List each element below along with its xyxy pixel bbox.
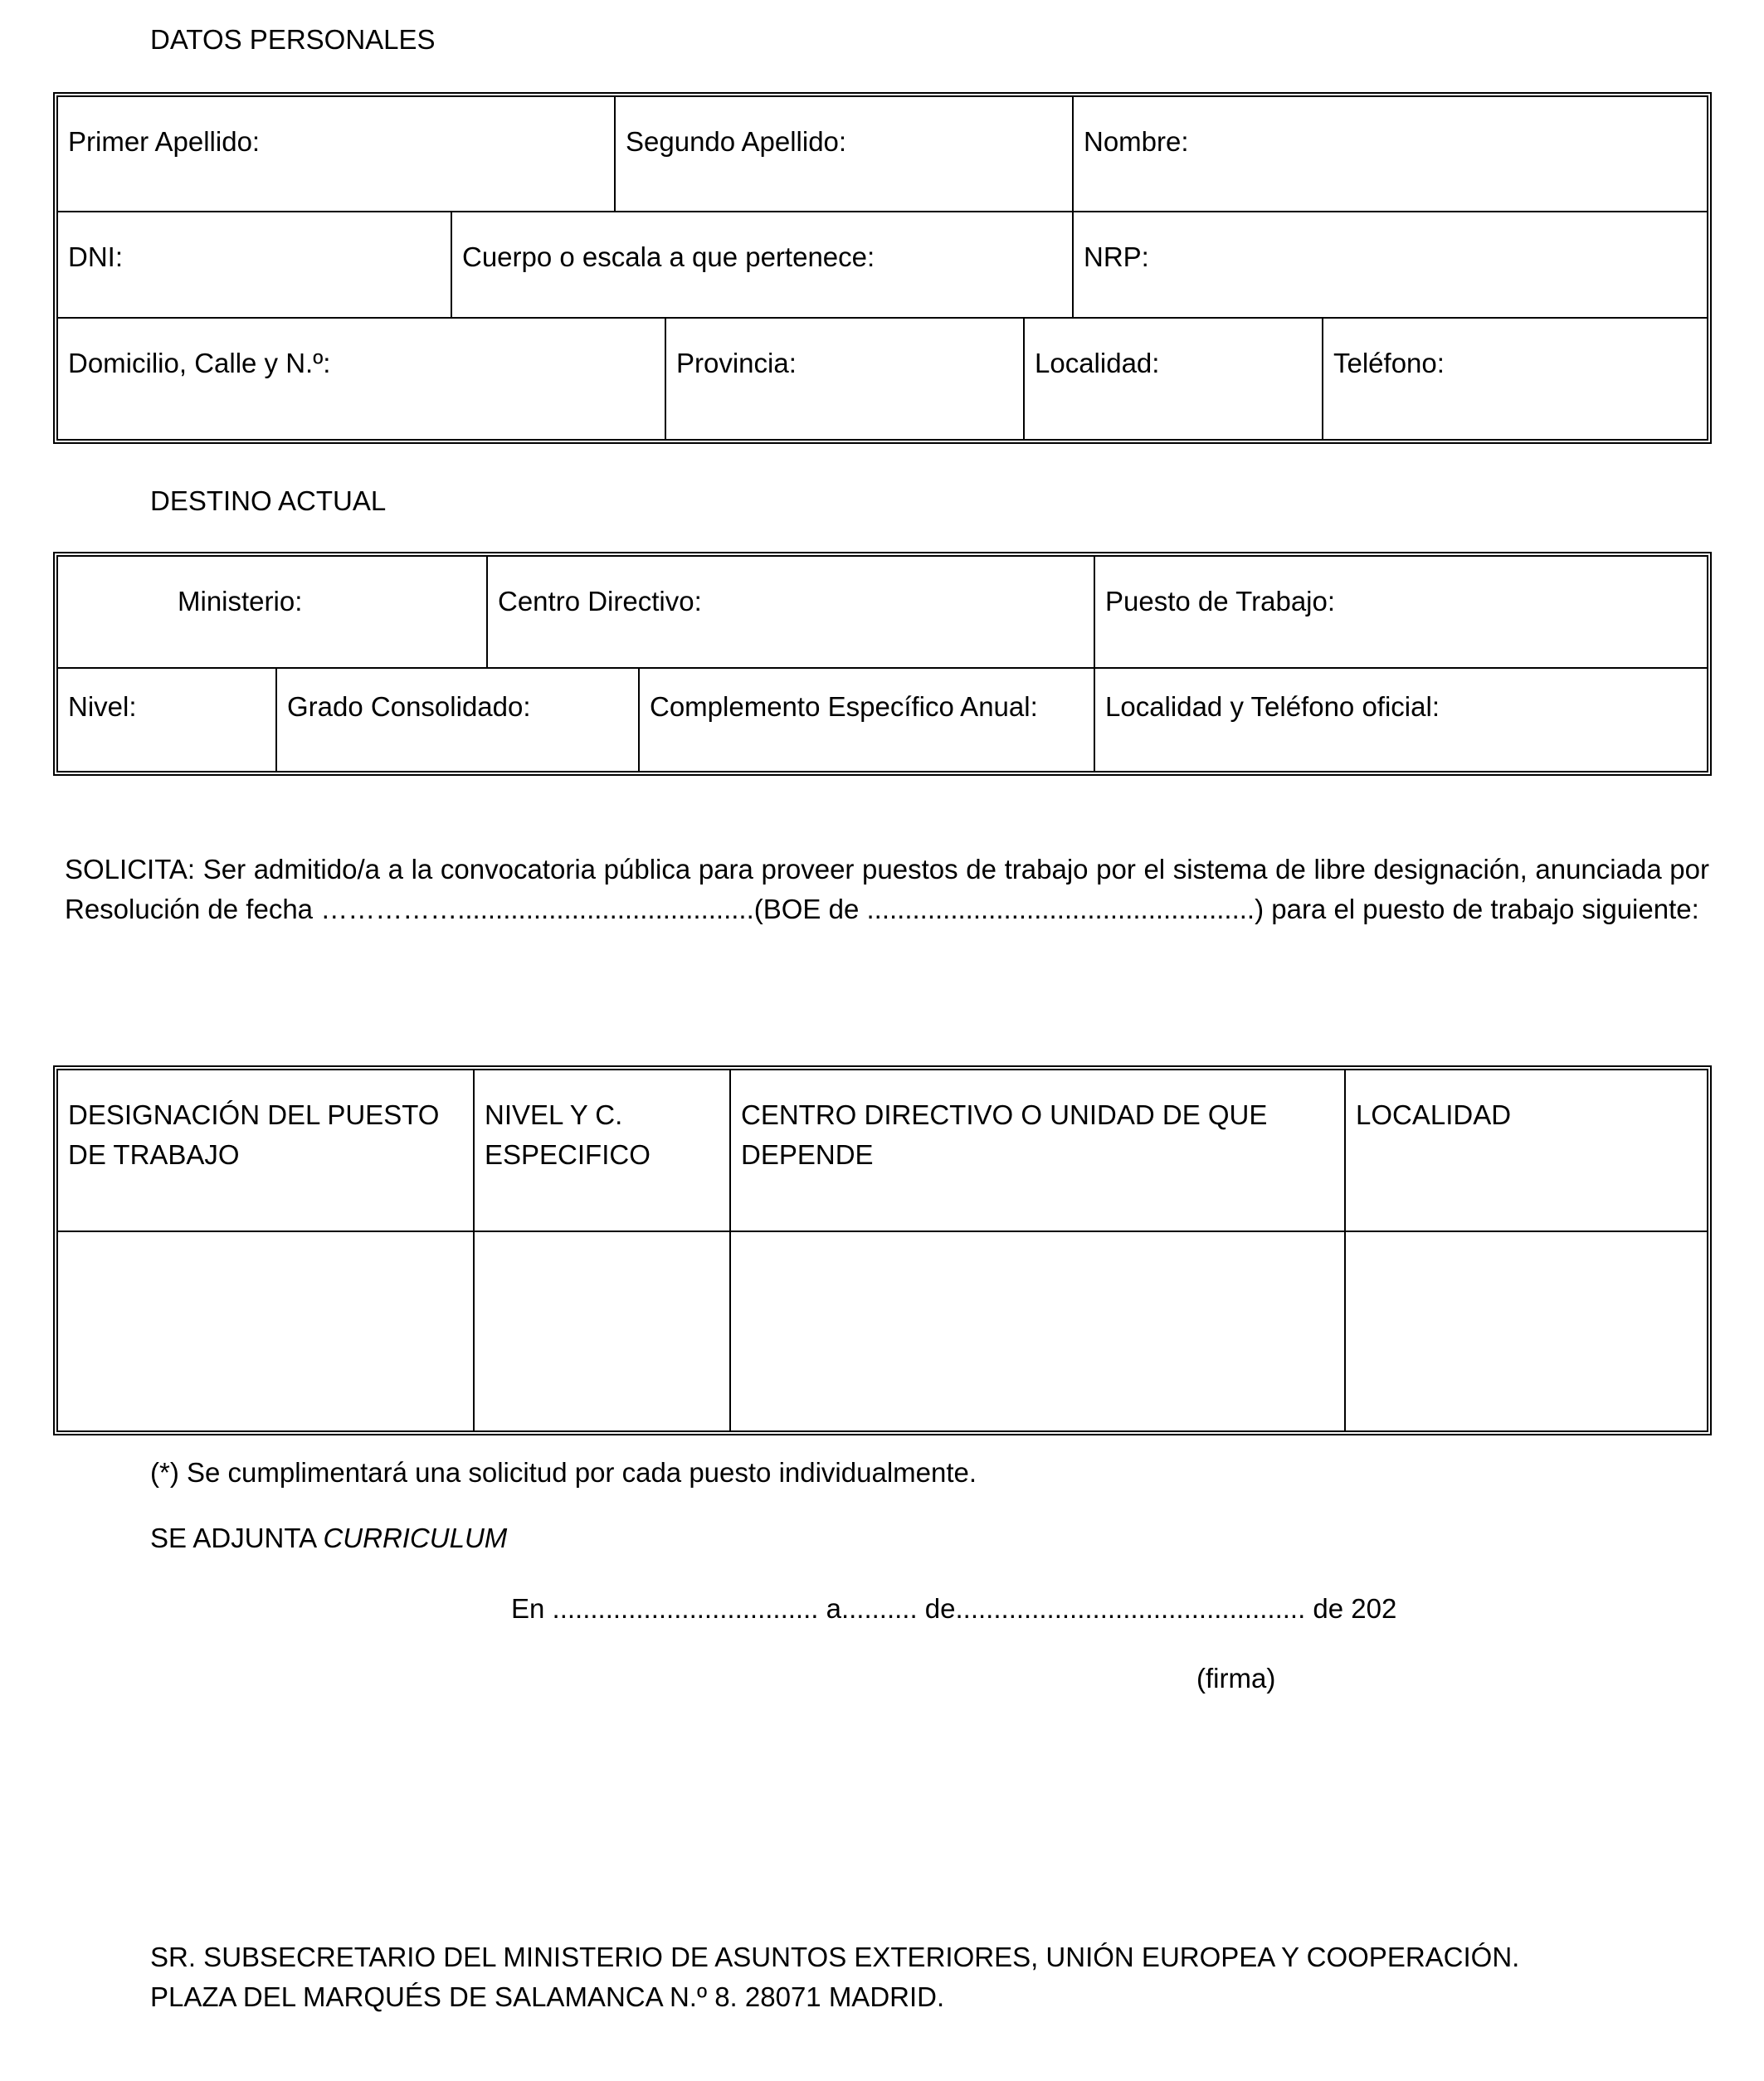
field-dni[interactable] [58, 212, 452, 319]
header-localidad [1346, 1070, 1707, 1232]
label: Provincia: [676, 348, 797, 378]
cell-centro-directivo[interactable] [731, 1232, 1346, 1430]
adjunta-prefix: SE ADJUNTA [150, 1523, 324, 1553]
field-provincia[interactable] [666, 319, 1025, 439]
note-text: (*) Se cumplimentará una solicitud por cada puesto individualmente. [150, 1457, 977, 1488]
field-telefono[interactable] [1323, 319, 1707, 439]
label: Cuerpo o escala a que pertenece: [462, 241, 875, 272]
field-localidad[interactable] [1025, 319, 1323, 439]
address-line-1: SR. SUBSECRETARIO DEL MINISTERIO DE ASUNTOS EXTERIORES, UNIÓN EUROPEA Y COOPERACIÓN. [150, 1942, 1520, 1972]
adjunta-line [150, 1524, 507, 1552]
field-grado[interactable] [277, 669, 640, 771]
field-nivel[interactable] [58, 669, 277, 771]
label: Nombre: [1084, 126, 1189, 157]
label: Ministerio: [178, 586, 303, 617]
section-title-datos-personales: DATOS PERSONALES [150, 24, 436, 55]
label: Nivel: [68, 691, 137, 722]
field-localidad-telefono[interactable] [1095, 669, 1707, 771]
label: Complemento Específico Anual: [650, 691, 1038, 722]
section-title-destino-actual: DESTINO ACTUAL [150, 485, 387, 516]
label: Puesto de Trabajo: [1105, 586, 1336, 617]
cell-nivel[interactable] [475, 1232, 731, 1430]
header-label: LOCALIDAD [1356, 1099, 1512, 1130]
field-primer-apellido[interactable] [58, 97, 616, 212]
solicita-paragraph: SOLICITA: Ser admitido/a a la convocatoria pública para proveer puestos de trabajo por el sistema de libre designación, anunciada por Resolución de fecha …………….......................................(BOE de ...................................................) para el puesto de trabajo siguiente: [65, 854, 1709, 924]
date-line[interactable]: En ................................... a.......... de.............................................. de 202 [511, 1593, 1397, 1624]
header-label: DESIGNACIÓN DEL PUESTO DE TRABAJO [68, 1099, 440, 1170]
label: Teléfono: [1333, 348, 1445, 378]
destino-table [53, 552, 1712, 776]
cell-localidad[interactable] [1346, 1232, 1707, 1430]
label: Localidad: [1035, 348, 1160, 378]
firma-label: (firma) [1196, 1663, 1276, 1694]
field-nrp[interactable] [1074, 212, 1707, 319]
personal-data-table [53, 92, 1712, 444]
field-nombre[interactable] [1074, 97, 1707, 212]
label: DNI: [68, 241, 123, 272]
label: Localidad y Teléfono oficial: [1105, 691, 1440, 722]
field-ministerio[interactable] [58, 557, 488, 669]
header-nivel [475, 1070, 731, 1232]
label: Centro Directivo: [498, 586, 702, 617]
header-designacion [58, 1070, 475, 1232]
label: Segundo Apellido: [626, 126, 847, 157]
address-line-2: PLAZA DEL MARQUÉS DE SALAMANCA N.º 8. 28071 MADRID. [150, 1981, 945, 2012]
label: Primer Apellido: [68, 126, 261, 157]
label: NRP: [1084, 241, 1149, 272]
adjunta-curriculum: CURRICULUM [323, 1523, 508, 1553]
field-cuerpo[interactable] [452, 212, 1074, 319]
field-centro-directivo[interactable] [488, 557, 1095, 669]
field-segundo-apellido[interactable] [616, 97, 1074, 212]
puestos-table [53, 1065, 1712, 1435]
header-label: CENTRO DIRECTIVO O UNIDAD DE QUE DEPENDE [741, 1099, 1268, 1170]
field-complemento[interactable] [640, 669, 1095, 771]
field-domicilio[interactable] [58, 319, 666, 439]
cell-designacion[interactable] [58, 1232, 475, 1430]
header-centro-directivo [731, 1070, 1346, 1232]
label: Grado Consolidado: [287, 691, 531, 722]
header-label: NIVEL Y C. ESPECIFICO [485, 1099, 651, 1170]
field-puesto-trabajo[interactable] [1095, 557, 1707, 669]
label: Domicilio, Calle y N.º: [68, 348, 331, 378]
